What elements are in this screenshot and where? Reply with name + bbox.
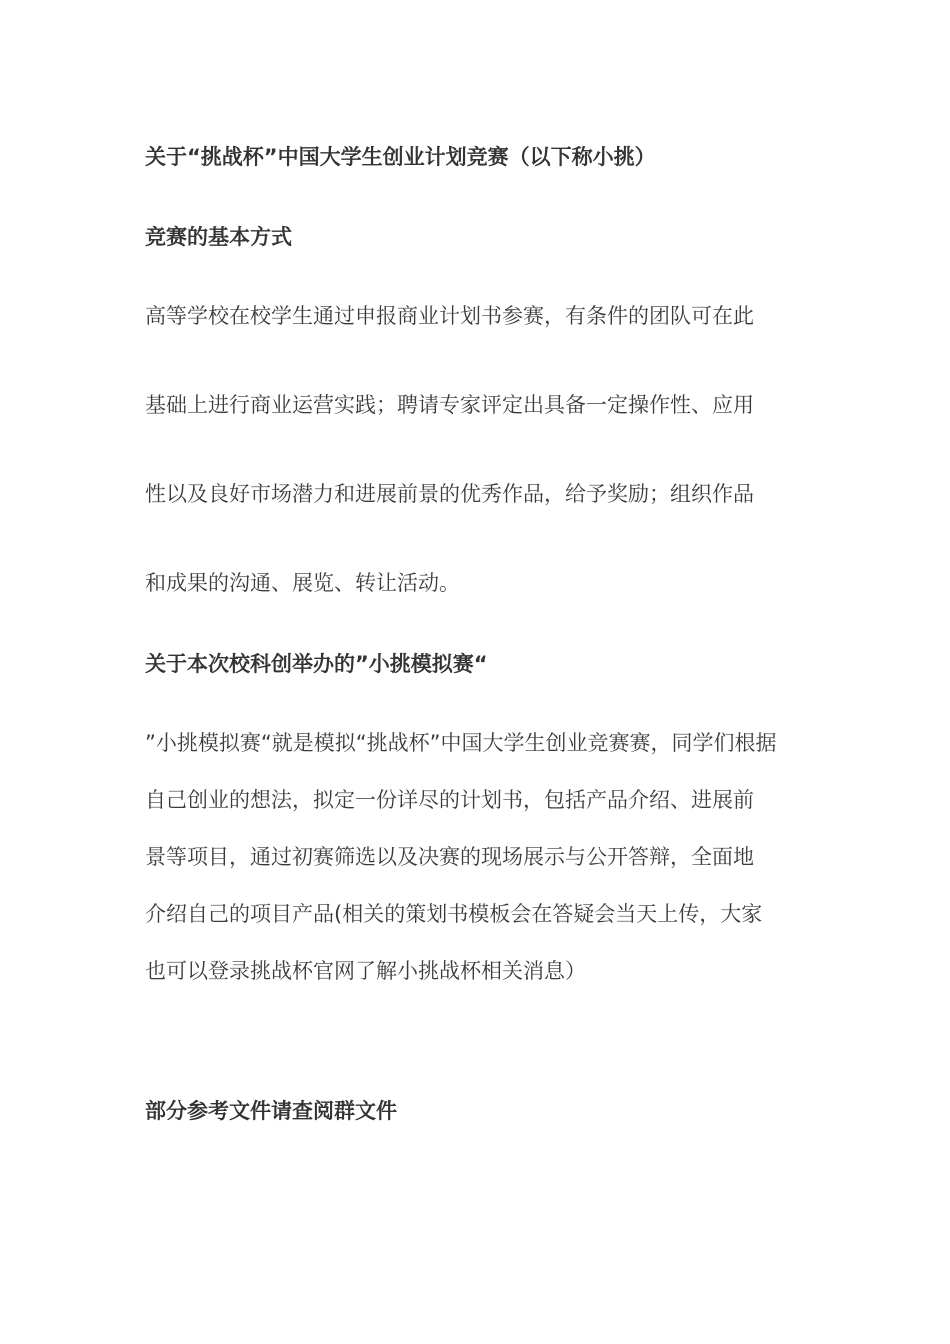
section-heading-mock-competition: 关于本次校科创举办的”小挑模拟赛“ (145, 652, 488, 676)
paragraph-line: 介绍自己的项目产品(相关的策划书模板会在答疑会当天上传，大家 (145, 902, 763, 926)
paragraph-line: 景等项目，通过初赛筛选以及决赛的现场展示与公开答辩，全面地 (145, 845, 754, 869)
document-title: 关于“挑战杯”中国大学生创业计划竞赛（以下称小挑） (145, 145, 656, 169)
paragraph-line: 也可以登录挑战杯官网了解小挑战杯相关消息） (145, 959, 586, 983)
closing-heading: 部分参考文件请查阅群文件 (145, 1099, 397, 1123)
paragraph-line: 和成果的沟通、展览、转让活动。 (145, 571, 460, 595)
paragraph-line: 自己创业的想法，拟定一份详尽的计划书，包括产品介绍、进展前 (145, 788, 754, 812)
paragraph-line: ”小挑模拟赛“就是模拟“挑战杯”中国大学生创业竞赛赛，同学们根据 (145, 731, 777, 755)
paragraph-line: 性以及良好市场潜力和进展前景的优秀作品，给予奖励；组织作品 (145, 482, 754, 506)
paragraph-line: 高等学校在校学生通过申报商业计划书参赛，有条件的团队可在此 (145, 304, 754, 328)
paragraph-line: 基础上进行商业运营实践；聘请专家评定出具备一定操作性、应用 (145, 393, 754, 417)
section-heading-basic-format: 竞赛的基本方式 (145, 225, 292, 249)
